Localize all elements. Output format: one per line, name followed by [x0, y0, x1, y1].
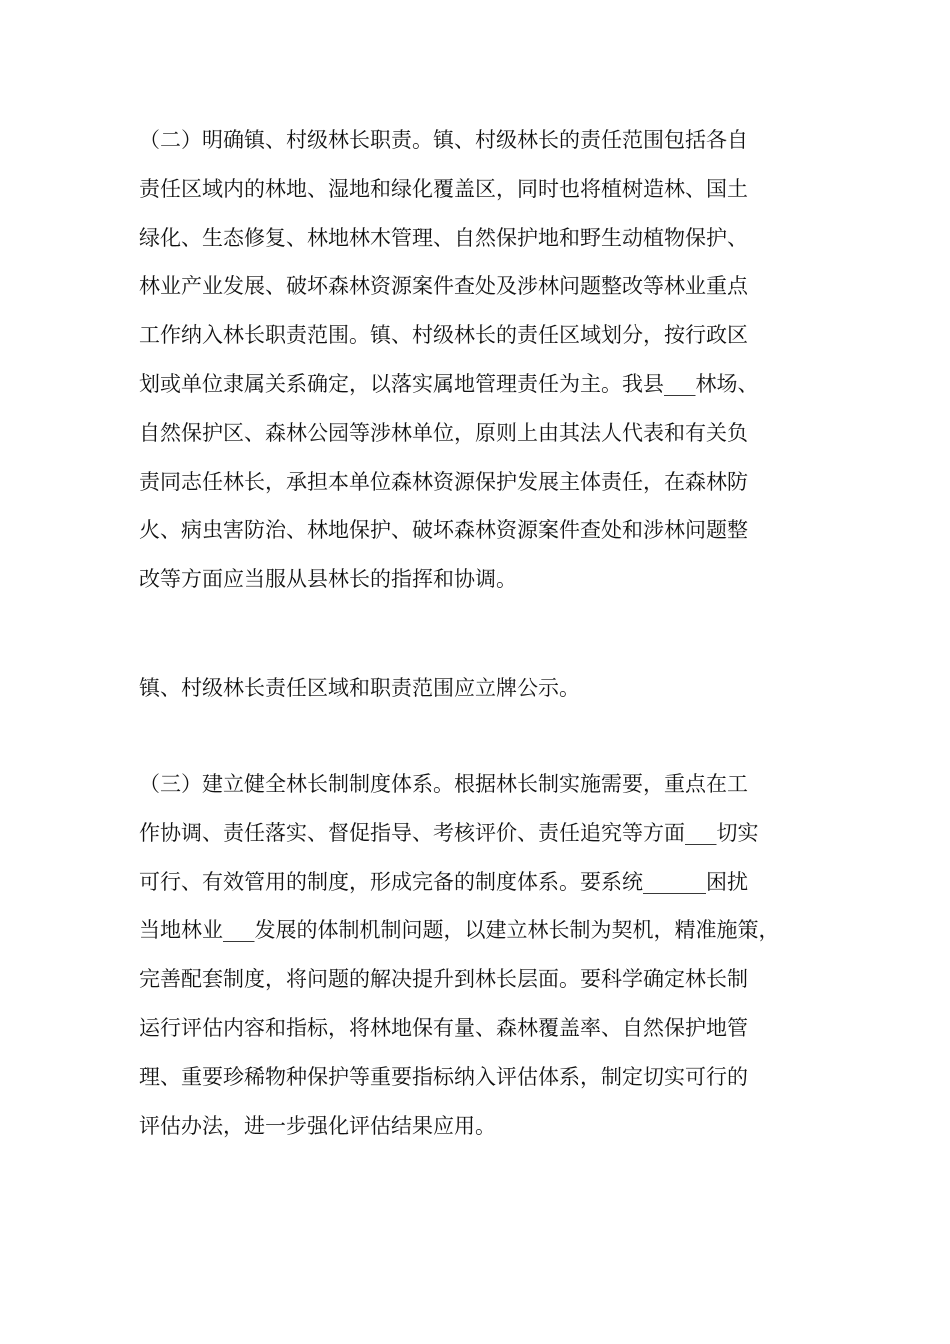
text-line: （二）明确镇、村级林长职责。镇、村级林长的责任范围包括各自	[139, 128, 748, 152]
paragraph-public-signboard	[139, 664, 819, 713]
text-line: 评估办法，进一步强化评估结果应用。	[139, 1113, 496, 1138]
text-line: 责任区域内的林地、湿地和绿化覆盖区，同时也将植树造林、国土	[139, 176, 748, 201]
text-line: 镇、村级林长责任区域和职责范围应立牌公示。	[139, 676, 580, 700]
text-line: 完善配套制度，将问题的解决提升到林长层面。要科学确定林长制	[139, 967, 748, 992]
text-line: 火、病虫害防治、林地保护、破坏森林资源案件查处和涉林问题整	[139, 518, 748, 543]
text-line: 绿化、生态修复、林地林木管理、自然保护地和野生动植物保护、	[139, 225, 748, 250]
text-line: 作协调、责任落实、督促指导、考核评价、责任追究等方面___切实	[139, 820, 759, 845]
text-line: 自然保护区、森林公园等涉林单位，原则上由其法人代表和有关负	[139, 420, 748, 445]
text-line: 工作纳入林长职责范围。镇、村级林长的责任区域划分，按行政区	[139, 323, 748, 348]
text-line: 当地林业___发展的体制机制问题，以建立林长制为契机，精准施策，	[139, 918, 780, 943]
paragraph-forest-chief-system	[139, 760, 819, 1150]
text-line: 改等方面应当服从县林长的指挥和协调。	[139, 567, 517, 592]
text-line: （三）建立健全林长制制度体系。根据林长制实施需要，重点在工	[139, 772, 748, 796]
text-line: 运行评估内容和指标，将林地保有量、森林覆盖率、自然保护地管	[139, 1015, 748, 1040]
text-line: 划或单位隶属关系确定，以落实属地管理责任为主。我县___林场、	[139, 371, 759, 396]
text-line: 理、重要珍稀物种保护等重要指标纳入评估体系，制定切实可行的	[139, 1064, 748, 1089]
text-line: 责同志任林长，承担本单位森林资源保护发展主体责任，在森林防	[139, 469, 748, 494]
paragraph-town-village-forest-chief-duties	[139, 116, 819, 604]
text-line: 可行、有效管用的制度，形成完备的制度体系。要系统______困扰	[139, 869, 748, 894]
text-line: 林业产业发展、破坏森林资源案件查处及涉林问题整改等林业重点	[139, 274, 748, 299]
